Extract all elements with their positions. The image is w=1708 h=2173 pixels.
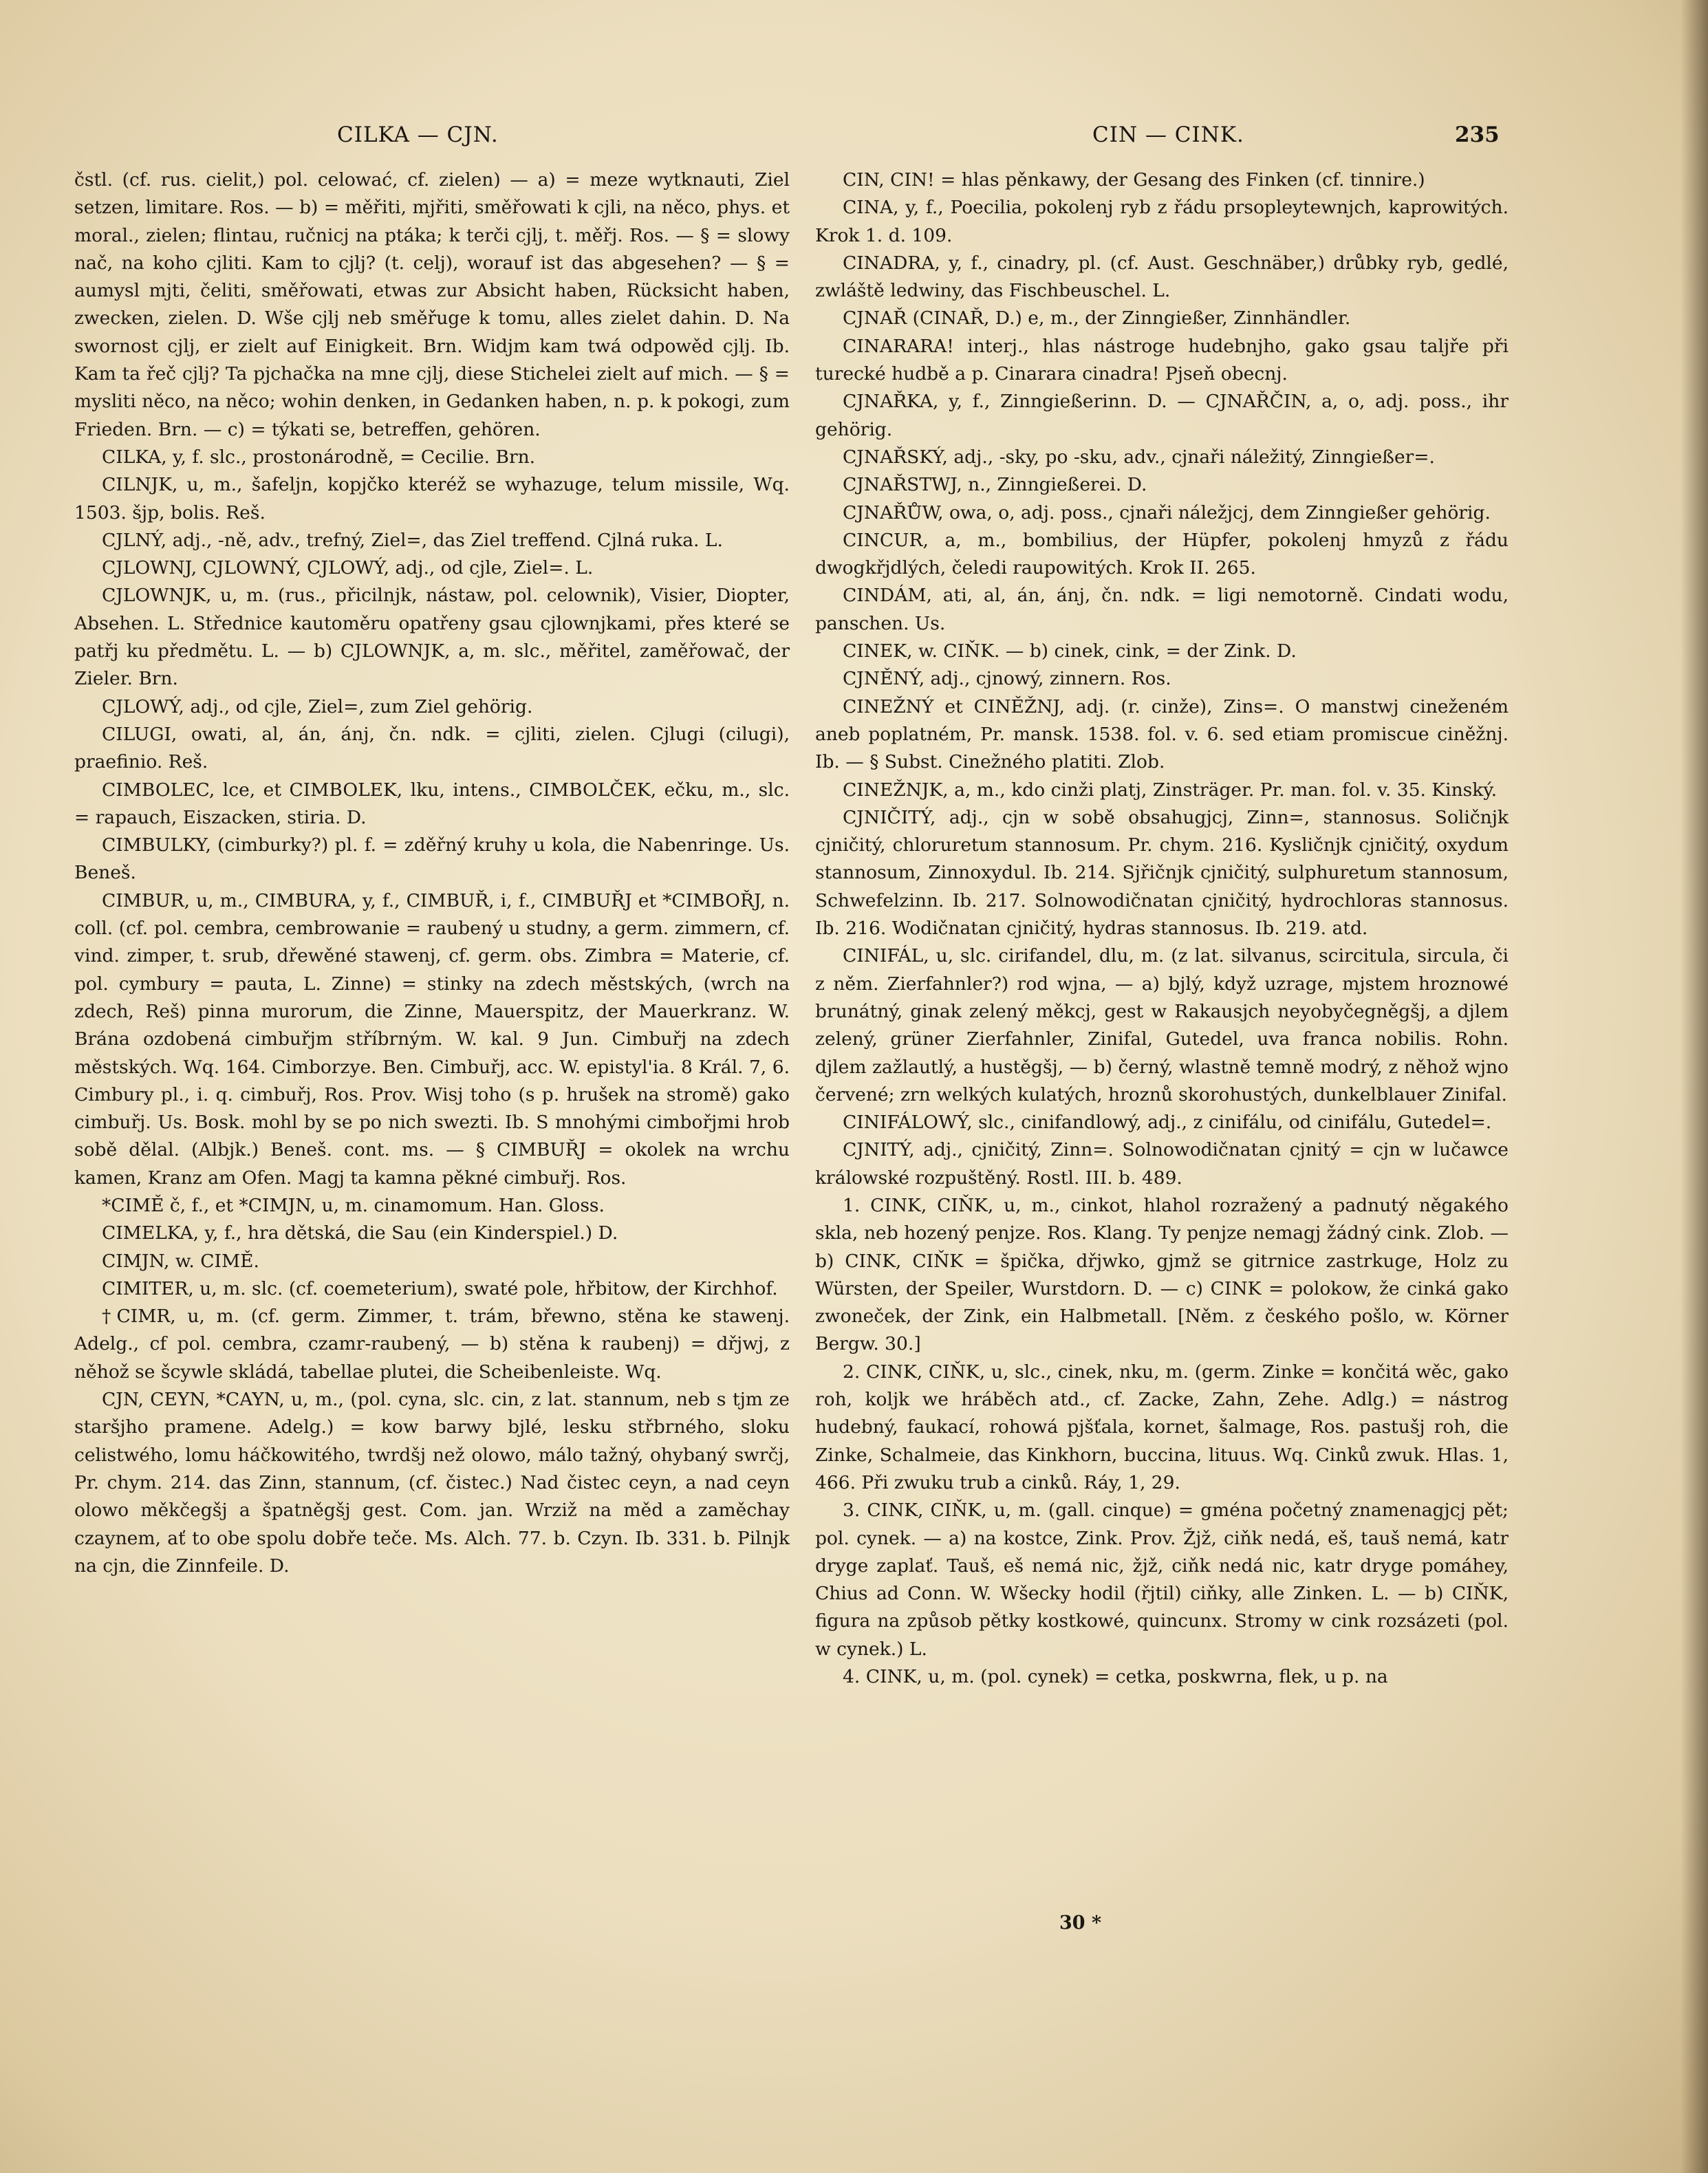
signature-mark: 30 * (1059, 1912, 1102, 1934)
entry: CILKA, y, f. slc., prostonárodně, = Cecilie. Brn. (102, 446, 536, 468)
book-gutter (1680, 0, 1708, 2173)
entry: CINARARA! interj., hlas nástroge hudebnjho, gako gsau talјře při turecké hudbě a p. Cinarara cinadra! Pjseň obecnj. (815, 335, 1509, 385)
entry: †CIMR, u, m. (cf. germ. Zimmer, t. trám, břewno, stěna ke stawenj. Adelg., cf pol. cembra, czamr-raubený, — b) stěna k raubenj) = dřjwj, z něhož se šcywle skládá, tabellae plutei, die Scheibenleiste. Wq. (74, 1306, 790, 1383)
running-head-right: CIN — CINK. (1092, 122, 1244, 147)
entry: CIMELKA, y, f., hra dětská, die Sau (ein Kinderspiel.) D. (102, 1222, 618, 1244)
entry: CJNAŘ (CINAŘ, D.) e, m., der Zinngießer, Zinnhändler. (843, 307, 1351, 329)
entry: CILNJK, u, m., šafeljn, kopjčko kteréž se wyhazuge, telum missile, Wq. 1503. šjp, bolis. Reš. (74, 474, 790, 523)
entry: CJNAŘŮW, owa, o, adj. poss., cjnaři náležjcj, dem Zinngießer gehörig. (843, 501, 1491, 523)
entry: CJLNÝ, adj., -ně, adv., trefný, Ziel=, das Ziel treffend. Cjlná ruka. L. (102, 529, 723, 551)
entry: CJNĚNÝ, adj., cjnowý, zinnern. Ros. (843, 668, 1171, 690)
entry: CIMITER, u, m. slc. (cf. coemeterium), swaté pole, hřbitow, der Kirchhof. (102, 1277, 778, 1299)
entry: 4. CINK, u, m. (pol. cynek) = cetka, poskwrna, flek, u p. na (843, 1666, 1388, 1688)
entry: CIMJN, w. CIMĚ. (102, 1250, 259, 1272)
entry: CINIFÁLOWÝ, slc., cinifandlowý, adj., z cinifálu, od cinifálu, Gutedel=. (843, 1112, 1492, 1134)
entry: CJLOWNJK, u, m. (rus., přicilnjk, nástaw, pol. celownik), Visier, Diopter, Absehen. L. Střednice kautoměru opatřeny gsau cjlownjkami, přes které se patřj ku předmětu. L. — b) CJLOWNJK, a, m. slc., měřitel, zaměřowač, der Zieler. Brn. (74, 585, 790, 690)
entry: CINEK, w. CIŇK. — b) cinek, cink, = der Zink. D. (843, 640, 1297, 662)
entry: 3. CINK, CIŇK, u, m. (gall. cinque) = gména početný znamenagjcj pět; pol. cynek. — a) na kostce, Zink. Prov. Žjž, ciňk nedá, eš, tauš nemá, katr dryge zaplať. Tauš, eš nemá nic, žjž, ciňk nedá nic, katr dryge pomáhey, Chius ad Conn. W. Wšecky hodil (řjtil) ciňky, alle Zinken. L. — b) CIŇK, figura na způsob pětky kostkowé, quincunx. Stromy w cink rozsázeti (pol. w cynek.) L. (815, 1500, 1509, 1660)
entry: CINIFÁL, u, slc. cirifandel, dlu, m. (z lat. silvanus, scircitula, sircula, či z něm. Zierfahnler?) rod wjna, — a) bjlý, když uzrage, mjstem hroznowé brunátný, ginak zelený měkcj, gest w Rakausjch neyobyčegněgšj, a djlem zelený, grüner Zierfahnler, Zinifal, Gutedel, uva franca nobilis. Rohn. djlem zažlautlý, a hustěgšj, — b) černý, wlastně temně modrý, z něhož wjno červené; zrn welkých kulatých, hroznů skorohustých, dunkelblauer Zinifal. (815, 945, 1509, 1105)
entry: CJNITÝ, adj., cjničitý, Zinn=. Solnowodičnatan cjnitý = cjn w lučawce králowské rozpuštěný. Rostl. III. b. 489. (815, 1139, 1509, 1189)
right-column (815, 166, 1509, 1691)
entry: CJNIČITÝ, adj., cjn w sobě obsahugjcj, Zinn=, stannosus. Soličnjk cjničitý, chloruretum stannosum. Pr. chym. 216. Kysličnjk cjničitý, oxydum stannosum, Zinnoxydul. Ib. 214. Sjřičnjk cjničitý, sulphuretum stannosum, Schwefelzinn. Ib. 217. Solnowodičnatan cjničitý, hydrochloras stannosus. Ib. 216. Wodičnatan cjničitý, hydras stannosus. Ib. 219. atd. (815, 806, 1509, 940)
entry: CINCUR, a, m., bombilius, der Hüpfer, pokolenj hmyzů z řádu dwogkřjdlých, čeledi raupowitých. Krok II. 265. (815, 529, 1509, 579)
entry: 2. CINK, CIŇK, u, slc., cinek, nku, m. (germ. Zinke = končitá wěc, gako roh, koljk we hráběch atd., cf. Zacke, Zahn, Zehe. Adlg.) = nástrog hudebný, faukací, rohowá pjšťala, kornet, šalmage, Ros. pastušj roh, die Zinke, Schalmeie, das Kinkhorn, buccina, lituus. Wq. Cinků zwuk. Hlas. 1, 466. Při zwuku trub a cinků. Ráy, 1, 29. (815, 1361, 1509, 1493)
entry: 1. CINK, CIŇK, u, m., cinkot, hlahol rozražený a padnutý něgakého skla, neb hozený penjze. Ros. Klang. Ty penjze nemagj žádný cink. Zlob. — b) CINK, CIŇK = špička, dřjwko, gjmž se gitrnice zastrkuge, Holz zu Würsten, der Speiler, Wurstdorn. D. — c) CINK = polokow, že cinká gako zwoneček, der Zink, ein Halbmetall. [Něm. z českého pošlo, w. Körner Bergw. 30.] (815, 1194, 1509, 1355)
entry: CILUGI, owati, al, án, ánj, čn. ndk. = cjliti, zielen. Cjlugi (cilugi), praefinio. Reš. (74, 723, 790, 773)
entry: CJNAŘSTWJ, n., Zinngießerei. D. (843, 474, 1147, 496)
entry: čstl. (cf. rus. cielit,) pol. celować, cf. zielen) — a) = meze wytknauti, Ziel setzen, limitare. Ros. — b) = měřiti, mjřiti, směřowati k cjli, na něco, phys. et moral., zielen; flintau, ručnicj na ptáka; k terči cjlj, t. měřj. Ros. — § = slowy nač, na koho cjliti. Kam to cjlj? (t. celj), worauf ist das abgesehen? — § = aumysl mjti, čeliti, směřowati, etwas zur Absicht haben, Rücksicht haben, zwecken, zielen. D. Wše cjlj neb směřuge k tomu, alles zielet dahin. D. Na swornost cjlj, er zielt auf Einigkeit. Brn. Widjm kam twá odpowěd cjlj. Ib. Kam ta řeč cjlj? Ta pjchačka na mne cjlj, diese Stichelei zielt auf mich. — § = mysliti něco, na něco; wohin denken, in Gedanken haben, n. p. k pokogi, zum Frieden. Brn. — c) = týkati se, betreffen, gehören. (74, 169, 790, 440)
left-column (74, 166, 790, 1580)
entry: CINEŽNÝ et CINĚŽNJ, adj. (r. cinže), Zins=. O manstwj cineženém aneb poplatném, Pr. mansk. 1538. fol. v. 6. sed etiam promiscue ciněžnj. Ib. — § Subst. Cinežného platiti. Zlob. (815, 695, 1509, 773)
entry: CIMBULKY, (cimburky?) pl. f. = zděřný kruhy u kola, die Nabenringe. Us. Beneš. (74, 834, 790, 884)
entry: CIN, CIN! = hlas pěnkawy, der Gesang des Finken (cf. tinnire.) (843, 169, 1425, 191)
entry: CIMBOLEC, lce, et CIMBOLEK, lku, intens., CIMBOLČEK, ečku, m., slc. = rapauch, Eiszacken, stiria. D. (74, 779, 790, 828)
running-head-left: CILKA — CJN. (337, 122, 499, 147)
entry: CIMBUR, u, m., CIMBURA, y, f., CIMBUŘ, i, f., CIMBUŘJ et *CIMBOŘJ, n. coll. (cf. pol. cembra, cembrowanie = raubený u studny, a germ. zimmern, cf. vind. zimper, t. srub, dřewěné stawenj, cf. germ. obs. Zimbra = Materie, cf. pol. cymbury = pauta, L. Zinne) = stinky na zdech městských, (wrch na zdech, Reš) pinna murorum, die Zinne, Mauerspitz, der Mauerkranz. W. Brána ozdobená cimbuřjm stříbrným. W. kal. 9 Jun. Cimbuřj na zdech městských. Wq. 164. Cimborzye. Ben. Cimbuřj, acc. W. epistyl'ia. 8 Král. 7, 6. Cimbury pl., i. q. cimbuřj, Ros. Prov. Wisj toho (s p. hrušek na stromě) gako cimbuřj. Us. Bosk. mohl by se po nich swezti. Ib. S mnohými cimbořjmi hrob sobě dělal. (Albjk.) Beneš. cont. ms. — § CIMBUŘJ = okolek na wrchu kamen, Kranz am Ofen. Magj ta kamna pěkné cimbuřj. Ros. (74, 889, 790, 1189)
entry: CJN, CEYN, *CAYN, u, m., (pol. cyna, slc. cin, z lat. stannum, neb s tjm ze staršjho pramene. Adelg.) = kow barwy bjlé, lesku střbrného, sloku celistwého, lomu háčkowitého, twrdšj než olowo, málo tažný, ohybaný swrčj, Pr. chym. 214. das Zinn, stannum, (cf. čistec.) Nad čistec ceyn, a nad ceyn olowo měkčegšj a špatněgšj gest. Com. jan. Wrziž na měd a zaměchay czaynem, ať to obe spolu dobře teče. Ms. Alch. 77. b. Czyn. Ib. 331. b. Pilnjk na cjn, die Zinnfeile. D. (74, 1389, 790, 1577)
entry: *CIMĚ č, f., et *CIMJN, u, m. cinamomum. Han. Gloss. (102, 1194, 605, 1216)
entry: CINDÁM, ati, al, án, ánj, čn. ndk. = ligi nemotorně. Cindati wodu, panschen. Us. (815, 585, 1509, 634)
entry: CINEŽNJK, a, m., kdo cinži platj, Zinsträger. Pr. man. fol. v. 35. Kinský. (843, 779, 1498, 801)
entry: CJNAŘSKÝ, adj., -sky, po -sku, adv., cjnaři náležitý, Zinngießer=. (843, 446, 1435, 468)
entry: CINA, y, f., Poecilia, pokolenj ryb z řádu prsopleytewnjch, kaprowitých. Krok 1. d. 109. (815, 197, 1509, 246)
entry: CJLOWÝ, adj., od cjle, Ziel=, zum Ziel gehörig. (102, 695, 533, 717)
entry: CJLOWNJ, CJLOWNÝ, CJLOWÝ, adj., od cjle, Ziel=. L. (102, 557, 594, 579)
page-number: 235 (1455, 122, 1500, 147)
entry: CJNAŘKA, y, f., Zinngießerinn. D. — CJNAŘČIN, a, o, adj. poss., ihr gehörig. (815, 391, 1509, 440)
entry: CINADRA, y, f., cinadry, pl. (cf. Aust. Geschnäber,) drůbky ryb, gedlé, zwláště ledwiny, das Fischbeuschel. L. (815, 252, 1509, 302)
